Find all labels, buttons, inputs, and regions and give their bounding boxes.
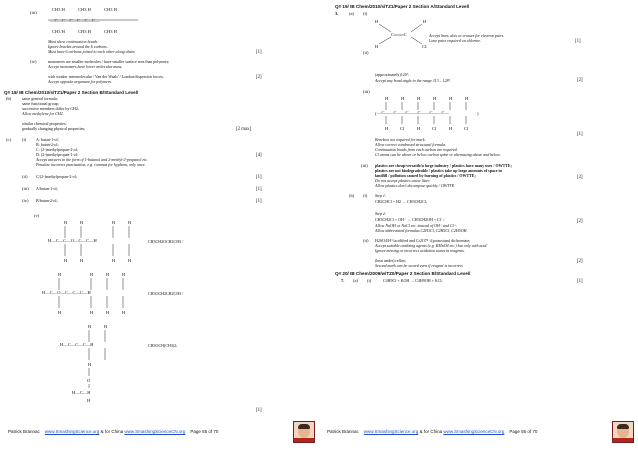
ci-line-3: C: (2-)methylpropan-2-ol; [36,147,78,152]
svg-text:H—C—C—C—H: H—C—C—C—H [60,342,94,347]
bi-step-1: Step 1: [375,193,387,198]
b-label: (b) [349,193,355,198]
iv-line-2: Accept monomers have lower molecular mass. [48,64,123,69]
bii-line-1: H2SO4/H⁺/acidified and Cr2O7²⁻/(potassium) dichromate; [375,238,471,243]
bii-mark: [2] [577,259,583,264]
svg-text:(: ( [375,111,377,116]
bii-line-2: Accept suitable oxidizing agents (e.g. KMnO4 etc.) but only with acid. [375,243,488,248]
b-line-5: similar chemical properties; [22,121,67,126]
aiv-line-4: Do not accept plastics cause litter. [375,178,431,183]
b-line-1: same general formula; [22,96,58,101]
svg-text:H: H [423,19,427,24]
svg-text:CH3 H: CH3 H [78,7,91,12]
svg-text:H: H [375,19,379,24]
aii-label: (ii) [363,50,369,55]
svg-text:H: H [122,310,126,315]
aiii-note-4: Cl atoms can be above or below carbon spine or alternating above and below. [375,152,501,157]
aiv-mark: [2] [577,175,583,180]
aiii-note-3: Continuation bonds from each carbon are required. [375,147,458,152]
svg-text:O: O [87,378,91,383]
iii-note-1: Must show continuation bonds. [48,39,99,44]
bi-note-2: Allow abbreviated formulas C2H3Cl, C2H5Cl, C2H5OH. [375,228,468,233]
b-line-4: Allow methylene for CH2. [22,111,64,116]
svg-text:H: H [417,96,421,101]
aiv-line-2: plastics are not biodegradeable / plastics take up large amounts of space in [375,168,502,173]
svg-text:C═══C: C═══C [391,32,407,37]
bii-line-5: Second mark can be scored even if reagent is incorrect. [375,263,464,268]
svg-text:H: H [401,96,405,101]
svg-text:): ) [477,111,479,116]
svg-text:H—C—H: H—C—H [72,390,91,395]
ai-mark: [1] [575,39,581,44]
footer-mid: & for China [419,429,443,434]
footer [327,429,537,434]
q3-a-label: (a) [349,11,354,16]
svg-text:CH3 H: CH3 H [78,29,91,34]
footer-link-smashingscience[interactable]: www.SmashingScience.org [44,429,100,434]
bi-mark: [2] [577,219,583,224]
svg-text:H: H [112,258,116,263]
ci-line-1: A: butan-1-ol; [36,137,59,142]
q3-number: 3. [335,11,339,16]
svg-text:H: H [88,362,92,367]
svg-text:H: H [80,220,84,225]
footer-link-smashingsciencecn[interactable]: www.SmashingScienceCN.org [443,429,505,434]
svg-text:Cl: Cl [432,126,437,131]
svg-text:H: H [385,96,389,101]
svg-text:H: H [58,310,62,315]
svg-text:CH3 H: CH3 H [104,29,117,34]
bii-line-4: (heat under) reflux; [375,258,407,263]
cii-mark: [1] [256,175,262,180]
iv-line-3: with weaker intermolecular / Van der Waals' / London/dispersion forces; [48,74,164,79]
ai-note-1: Accept lines, dots or crosses for electron pairs. [429,33,505,38]
q3-ai-label: (i) [363,11,368,16]
ciii-label: (iii) [22,186,29,191]
aiii-label: (iii) [363,89,370,94]
svg-text:H: H [128,258,132,263]
aiv-line-5: Allow plastics don't decompose quickly / OWTTE. [375,183,456,188]
aii-text: (approximately)120°; [375,72,410,77]
cv-mark: [1] [256,408,262,413]
q7-equation: C4H9Cl + KOH → C4H9OH + KCl; [383,278,443,283]
polymer-structure-ch3 [48,6,168,36]
aiii-mark: [1] [577,132,583,137]
ci-line-4: D: (2-)methylpropan-1-ol; [36,152,79,157]
author-avatar-icon [293,421,315,443]
ai-note-2: Lone pairs required on chlorine. [429,38,482,43]
svg-text:Cl: Cl [464,126,469,131]
svg-text:H: H [106,310,110,315]
bi-label: (i) [363,193,368,198]
iv-mark: [2] [256,75,262,80]
aiv-line-1: plastics are cheap/versatile/a large industry / plastics have many uses / OWTTE; [375,163,512,168]
bii-line-3: Ignore missing or incorrect oxidation states in reagents. [375,248,465,253]
cii-label: (ii) [22,174,28,179]
svg-text:CH3 H: CH3 H [104,7,117,12]
aiv-line-3: landfill / pollution caused by burning of plastics / OWTTE; [375,173,476,178]
q7-mark: [1] [577,279,583,284]
q20-header: Q# 20/ IB Chem/2009/w/TZ0/Paper 2 Section B/Standard Level/ [335,271,471,276]
iv-line-4: Accept opposite argument for polymers. [48,79,112,84]
iii-label: (iii) [30,10,37,15]
cv-formula-2: CH3OCH2CH2CH3 / [148,291,184,296]
svg-text:H: H [87,398,91,403]
svg-text:H: H [433,96,437,101]
q19-header: Q# 19/ IB Chem/2010/s/TZ1/Paper 2 Section A/Standard Level/ [335,4,470,9]
page-number: Page 56 of 70 [509,429,538,434]
footer-author: Patrick Brannac [327,429,359,434]
svg-text:Cl: Cl [400,126,405,131]
aiv-label: (iii) [361,163,368,168]
svg-text:H: H [90,272,94,277]
bi-note-1: Allow NaOH or NaCl etc. instead of OH⁻ and Cl⁻. [375,223,457,228]
svg-text:H: H [385,126,389,131]
civ-mark: [1] [256,199,262,204]
aiii-note-2: Allow correct condensed structural formula. [375,142,447,147]
footer [8,429,218,434]
svg-text:H: H [449,96,453,101]
b-line-6: gradually changing physical properties; [22,126,86,131]
svg-text:H: H [449,126,453,131]
ciii-mark: [1] [256,187,262,192]
svg-text:—C——C——C——C——C——C—: —C——C——C——C——C——C— [377,110,450,115]
page-number: Page 55 of 70 [190,429,219,434]
q7-i-label: (i) [367,278,372,283]
iii-note-2: Ignore bracket around the 6 carbons. [48,44,108,49]
ci-mark: [4] [256,153,262,158]
svg-text:—C—C—C—C—C—C—: —C—C—C—C—C—C— [50,18,100,23]
bi-eq-2: CH3CH2Cl + OH⁻ → CH3CH2OH + Cl⁻; [375,217,445,222]
iv-line-1: monomers are smaller molecules / have smaller surface area than polymers; [48,59,170,64]
svg-text:H—C—C—O—C—C—H: H—C—C—O—C—C—H [48,238,97,243]
footer-author: Patrick Brannac [8,429,40,434]
svg-text:H: H [104,324,108,329]
cv-formula-3: CH3OCH(CH3)2; [148,343,178,348]
svg-text:H: H [112,220,116,225]
author-avatar-icon [612,421,634,443]
ether-structure-1 [40,218,140,264]
b-label: (b) [6,96,12,101]
ether-structure-3 [40,322,140,402]
q7-a-label: (a) [353,278,358,283]
svg-text:CH3 H: CH3 H [52,7,65,12]
iii-note-3: Must have 6 carbons joined to each other along chain. [48,49,136,54]
b-line-3: successive members differ by CH2; [22,106,80,111]
bii-label: (ii) [363,238,369,243]
pvc-structure [375,95,485,133]
cv-label: (v) [34,213,40,218]
aii-mark: [2] [577,78,583,83]
ci-line-6: Penalize incorrect punctuation, e.g. commas for hyphens, only once. [36,162,146,167]
svg-text:H: H [375,44,379,49]
svg-text:Cl:: Cl: [422,44,428,49]
svg-text:H: H [128,220,132,225]
aii-note: Accept any bond angle in the range 113 – 128°. [375,78,452,83]
svg-text:H: H [64,220,68,225]
q7-number: 7. [341,278,345,283]
svg-text:H—C—O—C—C—C—H: H—C—O—C—C—C—H [42,290,91,295]
cii-text: C/(2-)methylpropan-2-ol; [36,174,77,179]
svg-text:H: H [90,310,94,315]
iii-mark: [1] [256,50,262,55]
ci-line-2: B: butan-2-ol; [36,142,59,147]
b-line-2: same functional group; [22,101,59,106]
bi-step-2: Step 2: [375,211,387,216]
svg-text:H: H [417,126,421,131]
ciii-text: A/butan-1-ol; [36,186,58,191]
svg-text:H: H [122,272,126,277]
ci-label: (i) [22,137,27,142]
ci-line-5: Accept answers in the form of 1-butanol and 2-methyl-2-propanol etc. [36,157,149,162]
svg-text:H: H [80,258,84,263]
page-56 [319,0,638,451]
c-label: (c) [6,137,11,142]
svg-text:H: H [58,272,62,277]
svg-text:H: H [465,96,469,101]
footer-link-smashingscience[interactable]: www.SmashingScience.org [363,429,419,434]
svg-text:H: H [106,272,110,277]
svg-text:H: H [64,258,68,263]
footer-mid: & for China [100,429,124,434]
cv-formula-1: CH3CH2OCH2CH3 / [148,239,184,244]
footer-link-smashingsciencecn[interactable]: www.SmashingScienceCN.org [124,429,186,434]
ether-structure-2 [40,270,140,316]
civ-label: (iv) [22,198,29,203]
iv-label: (iv) [30,59,37,64]
aiii-note-1: Brackets not required for mark. [375,137,426,142]
civ-text: B/butan-2-ol; [36,198,58,203]
svg-text:CH3 H: CH3 H [52,29,65,34]
svg-text:H: H [88,324,92,329]
b-mark: [2 max] [236,127,252,132]
q18-header: Q# 18/ IB Chem/2010/s/TZ1/Paper 2 Section B/Standard Level/ [4,90,139,95]
bi-eq-1: CH2CHCl + H2 → CH3CH2Cl; [375,199,428,204]
